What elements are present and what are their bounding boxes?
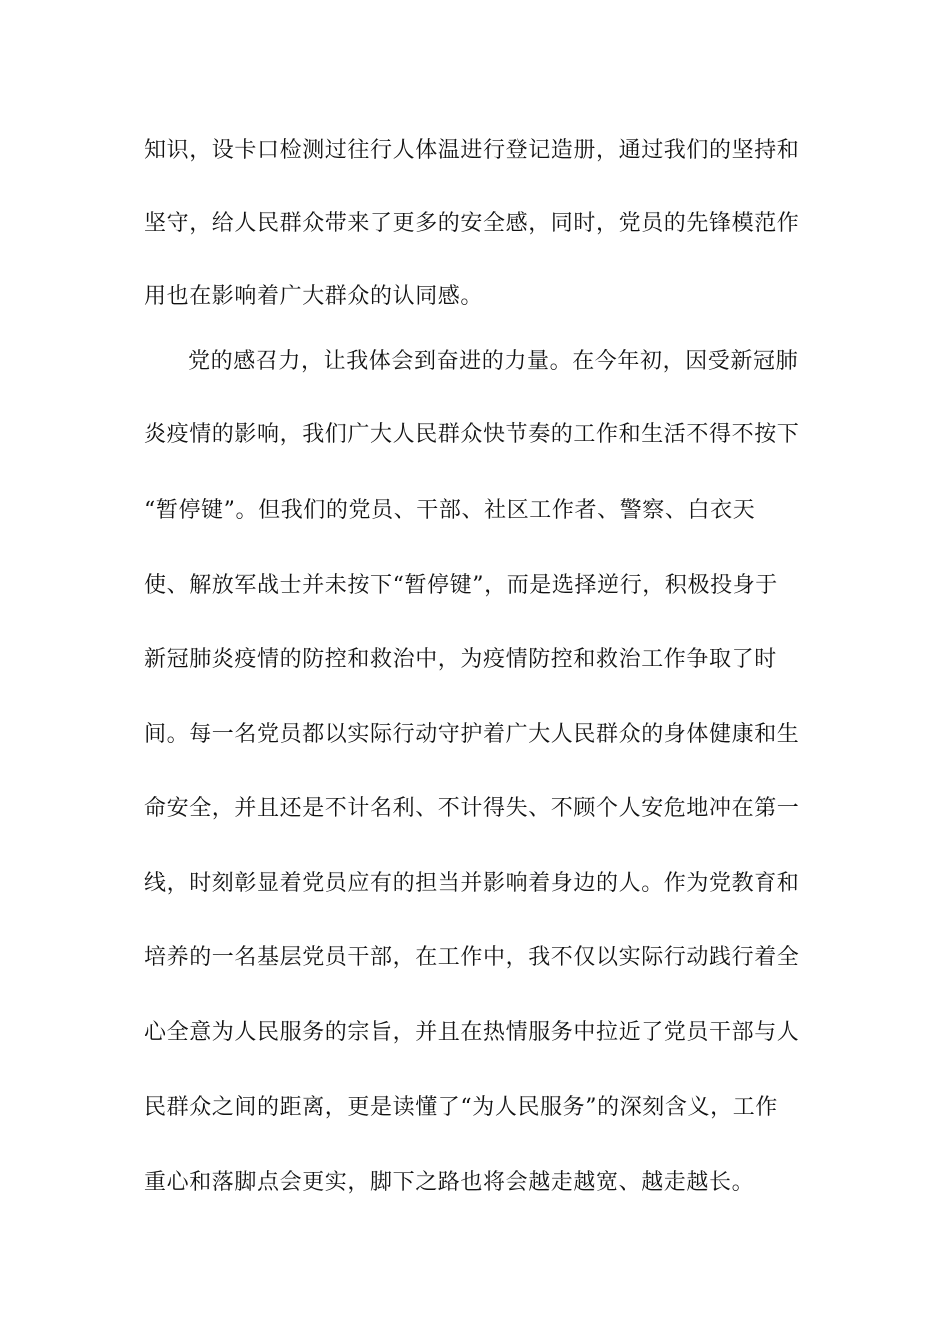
text-line: 新冠肺炎疫情的防控和救治中，为疫情防控和救治工作争取了时 (144, 647, 777, 672)
text-line: 使、解放军战士并未按下“暂停键”，而是选择逆行，积极投身于 (144, 573, 778, 598)
text-line: 知识，设卡口检测过往行人体温进行登记造册，通过我们的坚持和 (144, 138, 800, 163)
text-line: 心全意为人民服务的宗旨，并且在热情服务中拉近了党员干部与人 (144, 1020, 800, 1045)
paragraph-first-line: 党的感召力，让我体会到奋进的力量。在今年初，因受新冠肺 (188, 349, 799, 374)
text-line: 线，时刻彰显着党员应有的担当并影响着身边的人。作为党教育和 (144, 871, 800, 896)
text-line: 重心和落脚点会更实，脚下之路也将会越走越宽、越走越长。 (144, 1170, 755, 1195)
text-line: 命安全，并且还是不计名利、不计得失、不顾个人安危地冲在第一 (144, 796, 800, 821)
text-line: 间。每一名党员都以实际行动守护着广大人民群众的身体健康和生 (144, 722, 800, 747)
text-line: 炎疫情的影响，我们广大人民群众快节奏的工作和生活不得不按下 (144, 422, 800, 447)
text-line: 坚守，给人民群众带来了更多的安全感，同时，党员的先锋模范作 (144, 211, 800, 236)
text-line: “暂停键”。但我们的党员、干部、社区工作者、警察、白衣天 (144, 498, 756, 523)
text-line: 民群众之间的距离，更是读懂了“为人民服务”的深刻含义，工作 (144, 1095, 778, 1120)
text-line: 培养的一名基层党员干部，在工作中，我不仅以实际行动践行着全 (144, 945, 800, 970)
text-line: 用也在影响着广大群众的认同感。 (144, 284, 484, 309)
